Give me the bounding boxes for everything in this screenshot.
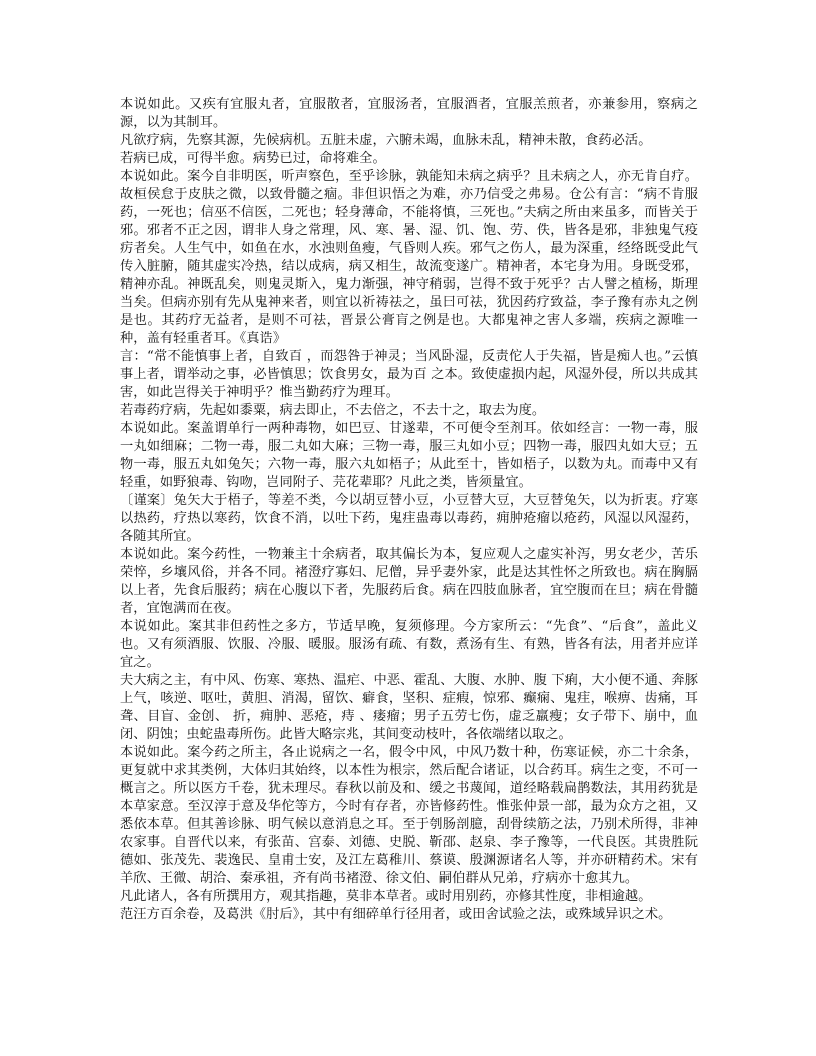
paragraph: 本说如此。案盖谓单行一两种毒物，如巴豆、甘遂辈，不可便令至剂耳。依如经言：一物一毒，服一丸如细麻；二物一毒，服二丸如大麻；三物一毒，服三丸如小豆；四物一毒，服四丸如大豆；五物一毒，服五丸如兔矢；六物一毒，服六丸如梧子；从此至十，皆如梧子，以数为丸。而毒中又有轻重，如野狼毒、钩吻，岂同附子、芫花辈耶？凡此之类，皆须量宜。 [120, 421, 698, 490]
paragraph: 〔谨案〕兔矢大于梧子，等差不类，今以胡豆替小豆，小豆替大豆，大豆替兔矢，以为折衷。疗寒以热药，疗热以寒药，饮食不消，以吐下药，鬼疰蛊毒以毒药，痈肿疮瘤以疮药，风湿以风湿药，各随其所宜。 [120, 493, 698, 544]
paragraph: 本说如此。案今药性，一物兼主十余病者，取其偏长为本，复应观人之虚实补泻，男女老少，苦乐荣悴，乡壤风俗，并各不同。褚澄疗寡妇、尼僧，异乎妻外家，此是达其性怀之所致也。病在胸膈以上者，先食后服药；病在心腹以下者，先服药后食。病在四肢血脉者，宜空腹而在旦；病在骨髓者，宜饱满而在夜。 [120, 547, 698, 616]
paragraph: 本说如此。案今自非明医，听声察色，至乎诊脉，孰能知未病之病乎？且未病之人，亦无肯自疗。故桓侯怠于皮肤之微，以致骨髓之痼。非但识悟之为难，亦乃信受之弗易。仓公有言：“病不肯服药，一死也；信巫不信医，二死也；轻身薄命，不能将慎，三死也。”夫病之所由来虽多，而皆关于邪。邪者不正之因，谓非人身之常理，风、寒、暑、湿、饥、饱、劳、佚，皆各是邪，非独鬼气疫疠者矣。人生气中，如鱼在水，水浊则鱼瘦，气昏则人疾。邪气之伤人，最为深重，经络既受此气传入脏腑，随其虚实冷热，结以成病，病又相生，故流变遂广。精神者，本宅身为用。身既受邪，精神亦乱。神既乱矣，则鬼灵斯入，鬼力渐强，神守稍弱，岂得不致于死乎？古人譬之植杨，斯理当矣。但病亦别有先从鬼神来者，则宜以祈祷祛之，虽曰可祛，犹因药疗致益，李子豫有赤丸之例是也。其药疗无益者，是则不可祛，晋景公膏肓之例是也。大都鬼神之害人多端，疾病之源唯一种，盖有轻重者耳。《真诰》 [120, 169, 698, 346]
paragraph: 凡欲疗病，先察其源，先候病机。五脏未虚，六腑未竭，血脉未乱，精神未散，食药必活。 [120, 133, 652, 148]
paragraph: 本说如此。又疾有宜服丸者，宜服散者，宜服汤者，宜服酒者，宜服羔煎者，亦兼参用，察病之源，以为其制耳。 [120, 97, 698, 130]
document-body [120, 96, 698, 924]
paragraph: 言：“常不能慎事上者，自致百 ，而怨咎于神灵；当风卧湿，反责佗人于失福，皆是痴人也。”云慎事上者，谓举动之事，必皆慎思；饮食男女，最为百 之本。致使虚损内起，风湿外侵，所以共成其害，如此岂得关于神明乎？惟当勤药疗为理耳。 [120, 349, 698, 400]
paragraph: 凡此诸人，各有所撰用方，观其指趣，莫非本草者。或时用别药，亦修其性度，非相逾越。 [120, 889, 652, 904]
paragraph: 本说如此。案其非但药性之多方，节适早晚，复须修理。今方家所云：“先食”、“后食”，盖此义也。又有须酒服、饮服、冷服、暖服。服汤有疏、有数，煮汤有生、有熟，皆各有法，用者并应详宜之。 [120, 619, 698, 670]
paragraph: 夫大病之主，有中风、伤寒、寒热、温疟、中恶、霍乱、大腹、水肿、腹 下痢，大小便不通、奔豚上气，咳逆、呕吐，黄胆、消渴，留饮、癖食，坚积、症瘕，惊邪、癫痫、鬼疰，喉痹、齿痛，耳聋、目盲、金创、 折，痈肿、恶疮，痔 、瘘瘤；男子五劳七伤，虚乏羸瘦；女子带下、崩中，血闭、阴蚀；虫蛇蛊毒所伤。此皆大略宗兆，其间变动枝叶，各依端绪以取之。 [120, 673, 698, 742]
paragraph: 本说如此。案今药之所主，各止说病之一名，假令中风，中风乃数十种，伤寒证候，亦二十余条，更复就中求其类例，大体归其始终，以本性为根宗，然后配合诸证，以合药耳。病生之变，不可一概言之。所以医方千卷，犹未理尽。春秋以前及和、缓之书蔑闻，道经略载扁鹊数法，其用药犹是本草家意。至汉淳于意及华佗等方，今时有存者，亦皆修药性。惟张仲景一部，最为众方之祖，又悉依本草。但其善诊脉、明气候以意消息之耳。至于刳肠剖臆，刮骨续筋之法，乃别术所得，非神农家事。自晋代以来，有张苗、宫泰、刘德、史脱、靳邵、赵泉、李子豫等，一代良医。其贵胜阮德如、张茂先、裴逸民、皇甫士安，及江左葛稚川、蔡谟、殷渊源诸名人等，并亦研精药术。宋有羊欣、王微、胡洽、秦承祖，齐有尚书褚澄、徐文伯、嗣伯群从兄弟，疗病亦十愈其九。 [120, 745, 698, 886]
paragraph: 若毒药疗病，先起如黍粟，病去即止，不去倍之，不去十之，取去为度。 [120, 403, 546, 418]
paragraph: 范汪方百余卷，及葛洪《肘后》，其中有细碎单行径用者，或田舍试验之法，或殊域异识之术。 [120, 907, 672, 922]
paragraph: 若病已成，可得半愈。病势已过，命将难全。 [120, 151, 386, 166]
